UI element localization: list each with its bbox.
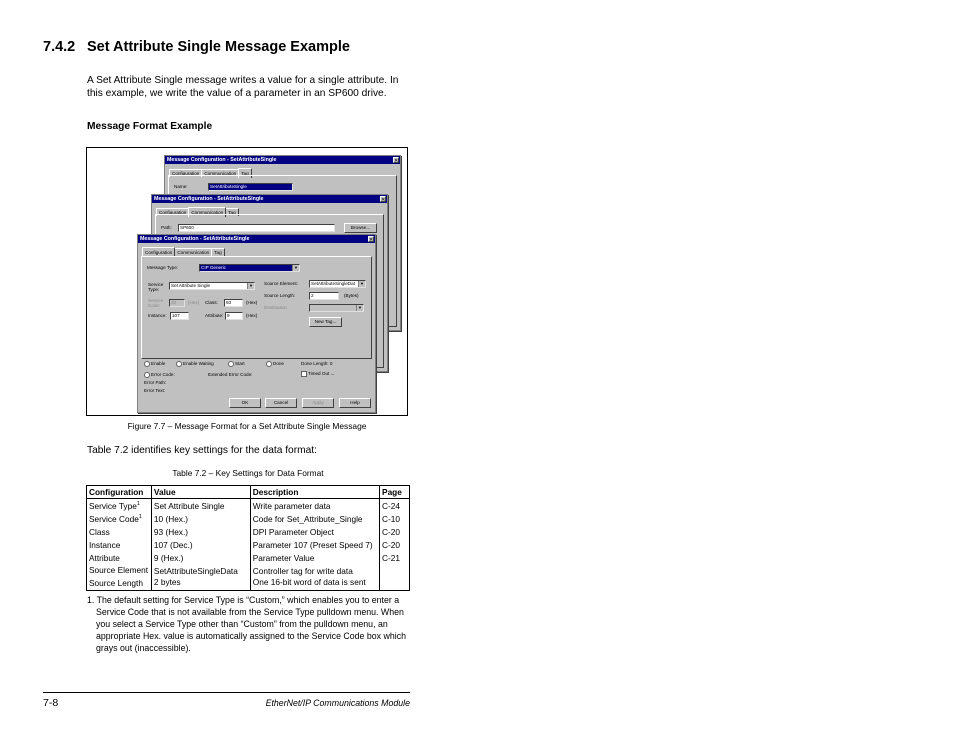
enable-waiting-label: Enable Waiting: [183, 361, 214, 367]
cancel-button[interactable]: Cancel: [265, 398, 297, 408]
tab-communication[interactable]: Communication: [201, 169, 239, 177]
name-label: Name:: [174, 184, 188, 189]
desc-text-a: Controller tag for write data: [252, 566, 353, 576]
footnote-marker: 1: [136, 500, 140, 507]
section-title: Set Attribute Single Message Example: [87, 39, 350, 55]
cell-description: Code for Set_Attribute_Single: [250, 512, 379, 525]
path-label: Path:: [161, 225, 172, 230]
source-element-value: SetAttributeSingleDat: [311, 281, 355, 286]
table-row: [87, 564, 410, 591]
cell-value: [151, 564, 250, 591]
dialog-communication-tabs: [156, 206, 238, 214]
apply-button: Apply: [302, 398, 334, 408]
footer-title: EtherNet/IP Communications Module: [265, 698, 410, 708]
cell-page: [380, 564, 410, 591]
dialog-communication-title: Message Configuration - SetAttributeSingle: [154, 196, 264, 202]
footer-divider: [43, 692, 410, 693]
error-path-label: Error Path:: [144, 380, 167, 385]
cell-configuration: [87, 499, 152, 513]
attribute-label: Attribute:: [205, 313, 224, 318]
message-type-label: Message Type:: [147, 265, 179, 270]
cell-description: Write parameter data: [250, 499, 379, 513]
error-code-status: [144, 372, 175, 378]
service-code-field: 10: [169, 299, 185, 307]
tab-communication[interactable]: Communication: [188, 207, 226, 217]
cell-configuration: Attribute: [87, 551, 152, 564]
intro-paragraph: A Set Attribute Single message writes a value for a single attribute. In this example, we write the value of a parameter in an SP600 drive.: [87, 75, 399, 99]
dialog-tag-tabs: [169, 167, 251, 175]
table-row: [87, 499, 410, 513]
message-type-value: CIP Generic: [201, 265, 226, 270]
timed-out-label: Timed Out ←: [308, 371, 336, 377]
class-hex-label: (Hex): [246, 300, 258, 305]
config-text: Service Code: [89, 513, 139, 524]
timed-out-status: [301, 371, 335, 377]
header-value: Value: [151, 486, 250, 499]
desc-text-b: One 16-bit word of data is sent: [252, 577, 366, 587]
tab-tag[interactable]: Tag: [211, 248, 224, 256]
enable-status: [144, 361, 165, 367]
header-page: Page: [380, 486, 410, 499]
cell-page: C-20: [380, 538, 410, 551]
error-text-label: Error Text:: [144, 388, 166, 393]
start-label: Start: [235, 361, 245, 367]
cell-value: 10 (Hex.): [151, 512, 250, 525]
enable-label: Enable: [151, 361, 166, 367]
instance-field[interactable]: 107: [170, 312, 189, 320]
value-text-a: SetAttributeSingleData: [153, 566, 238, 576]
cell-value: 93 (Hex.): [151, 525, 250, 538]
config-text-a: Source Element: [89, 565, 149, 575]
done-status: [266, 361, 284, 367]
table-reference: Table 7.2 identifies key settings for the data format:: [87, 445, 317, 456]
chevron-down-icon[interactable]: ▼: [292, 265, 299, 271]
radio-icon: [144, 372, 150, 378]
figure-frame: [86, 147, 408, 416]
class-label: Class:: [205, 300, 218, 305]
service-code-label: Service Code:: [148, 298, 164, 308]
table-row: [87, 538, 410, 551]
tab-tag[interactable]: Tag: [238, 168, 251, 178]
done-length: Done Length: 0: [301, 361, 333, 366]
service-type-label: Service Type:: [148, 282, 164, 292]
cell-configuration: [87, 512, 152, 525]
extended-error-code-label: Extended Error Code:: [208, 372, 253, 377]
service-code-hex-label: (Hex): [188, 300, 200, 305]
figure-caption: Figure 7.7 – Message Format for a Set Attribute Single Message: [127, 421, 367, 431]
footnote-marker: 1: [138, 513, 142, 520]
close-icon[interactable]: ✕: [381, 197, 386, 203]
table-header-row: [87, 486, 410, 499]
section-number: 7.4.2: [43, 39, 76, 55]
message-type-select[interactable]: [199, 264, 300, 272]
radio-icon: [228, 361, 234, 367]
destination-select: [309, 304, 364, 312]
source-element-label: Source Element:: [264, 281, 298, 286]
radio-icon: [144, 361, 150, 367]
cell-description: Parameter 107 (Preset Speed 7): [250, 538, 379, 551]
cell-page: C-10: [380, 512, 410, 525]
table-row: [87, 512, 410, 525]
footnote-text: 1. The default setting for Service Type is “Custom,” which enables you to enter a Service Code that is not available from the Service Type pulldown menu. When you select a Service Type other than “Custom” from the pulldown menu, an appropriate Hex. value is automatically assigned to the Service Code box which grays out (inaccessible).: [87, 595, 407, 653]
cell-page: C-21: [380, 551, 410, 564]
done-label: Done: [273, 361, 284, 367]
destination-label: Destination: [264, 305, 287, 310]
chevron-down-icon[interactable]: ▼: [247, 283, 254, 289]
ok-button[interactable]: OK: [229, 398, 261, 408]
header-description: Description: [250, 486, 379, 499]
attribute-hex-label: (Hex): [246, 313, 258, 318]
cell-page: C-24: [380, 499, 410, 513]
start-status: [228, 361, 245, 367]
dialog-tag-title: Message Configuration - SetAttributeSingle: [167, 157, 277, 163]
tab-configuration[interactable]: Configuration: [169, 169, 202, 177]
cell-value: 9 (Hex.): [151, 551, 250, 564]
enable-waiting-status: [176, 361, 214, 367]
tab-tag[interactable]: Tag: [225, 208, 238, 216]
source-length-label: Source Length:: [264, 293, 296, 298]
table-title: Table 7.2 – Key Settings for Data Format: [172, 468, 324, 478]
new-tag-button[interactable]: New Tag...: [309, 317, 342, 327]
service-type-select[interactable]: [169, 282, 255, 290]
error-code-label: Error Code:: [151, 372, 175, 378]
radio-icon: [266, 361, 272, 367]
tab-configuration[interactable]: Configuration: [142, 247, 175, 257]
chevron-down-icon[interactable]: ▼: [358, 281, 365, 287]
cell-description: Parameter Value: [250, 551, 379, 564]
path-field[interactable]: SP600: [178, 224, 335, 232]
close-icon[interactable]: ✕: [369, 237, 374, 243]
dialog-configuration-titlebar: [138, 235, 375, 243]
source-element-select[interactable]: [309, 280, 366, 288]
help-button[interactable]: Help: [339, 398, 371, 408]
dialog-configuration-tabs: [142, 246, 224, 254]
cell-value: Set Attribute Single: [151, 499, 250, 513]
cell-configuration: [87, 564, 152, 591]
cell-description: DPI Parameter Object: [250, 525, 379, 538]
class-field[interactable]: 93: [224, 299, 243, 307]
section-heading: [43, 39, 350, 55]
cell-description: [250, 564, 379, 591]
name-field[interactable]: SetAttributeSingle: [208, 183, 293, 191]
dialog-configuration: [137, 234, 376, 413]
subheading: Message Format Example: [87, 121, 213, 132]
cell-page: C-20: [380, 525, 410, 538]
bytes-label: (Bytes): [344, 293, 359, 298]
cell-configuration: Instance: [87, 538, 152, 551]
tab-communication[interactable]: Communication: [174, 248, 212, 256]
service-type-value: Set Attribute Single: [171, 283, 211, 288]
tab-configuration[interactable]: Configuration: [156, 208, 189, 216]
attribute-field[interactable]: 9: [225, 312, 243, 320]
radio-icon: [176, 361, 182, 367]
table-row: [87, 525, 410, 538]
close-icon[interactable]: ✕: [394, 158, 399, 164]
source-length-field[interactable]: 2: [309, 292, 339, 300]
browse-button[interactable]: Browse...: [344, 223, 377, 233]
dialog-communication-titlebar: [152, 195, 387, 203]
dialog-tag-titlebar: [165, 156, 400, 164]
config-text: Service Type: [89, 500, 137, 511]
key-settings-table: [86, 485, 410, 591]
table-footnote: [87, 594, 412, 654]
chevron-down-icon: ▼: [356, 305, 363, 311]
cell-configuration: Class: [87, 525, 152, 538]
cell-value: 107 (Dec.): [151, 538, 250, 551]
checkbox-icon: [301, 371, 307, 377]
page-number: 7-8: [43, 697, 59, 709]
dialog-configuration-title: Message Configuration - SetAttributeSingle: [140, 236, 250, 242]
config-text-b: Source Length: [89, 578, 143, 588]
header-configuration: Configuration: [87, 486, 152, 499]
instance-label: Instance:: [148, 313, 167, 318]
table-row: [87, 551, 410, 564]
value-text-b: 2 bytes: [153, 577, 181, 587]
